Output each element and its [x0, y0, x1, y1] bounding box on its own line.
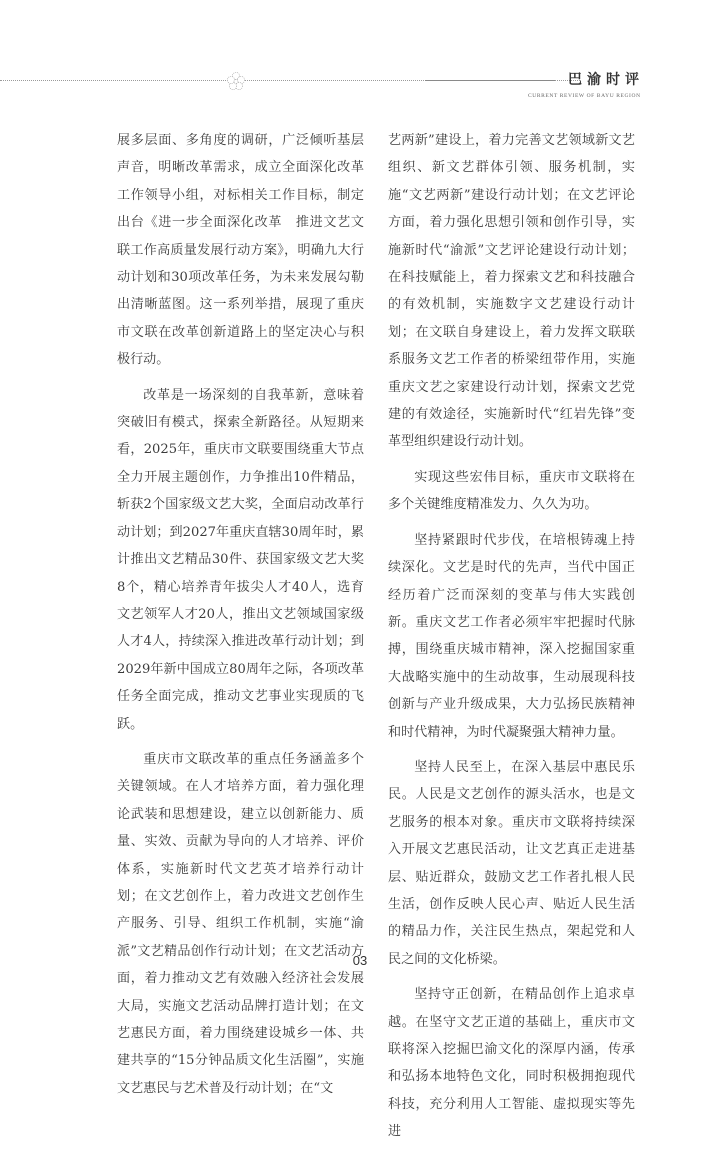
paragraph: 实现这些宏伟目标，重庆市文联将在多个关键维度精准发力、久久为功。	[388, 469, 635, 513]
right-text-column	[388, 127, 635, 1154]
header-solid-rule	[425, 80, 555, 81]
paragraph: 改革是一场深刻的自我革新，意味着突破旧有模式，探索全新路径。从短期来看，2025年，重庆市文联要围绕重大节点全力开展主题创作，力争推出10件精品，斩获2个国家级文艺大奖，全面启动改革行动计划；到2027年重庆直辖30周年时，累计推出文艺精品30件、获国家级文艺大奖8个，精心培养青年拔尖人才40人，选育文艺领军人才20人，推出文艺领域国家级人才4人，持续深入推进改革行动计划；到2029年新中国成立80周年之际，各项改革任务全面完成，推动文艺事业实现质的飞跃。	[117, 387, 364, 732]
paragraph: 坚持守正创新，在精品创作上追求卓越。在坚守文艺正道的基础上，重庆市文联将深入挖掘巴渝文化的深厚内涵，传承和弘扬本地特色文化，同时积极拥抱现代科技，充分利用人工智能、虚拟现实等先进	[388, 987, 635, 1140]
flower-ornament-icon	[226, 71, 246, 91]
paragraph: 艺两新”建设上，着力完善文艺领域新文艺组织、新文艺群体引领、服务机制，实施“文艺两新”建设行动计划；在文艺评论方面，着力强化思想引领和创作引导，实施新时代“渝派”文艺评论建设行动计划；在科技赋能上，着力探索文艺和科技融合的有效机制，实施数字文艺建设行动计划；在文联自身建设上，着力发挥文联联系服务文艺工作者的桥梁纽带作用，实施重庆文艺之家建设行动计划，探索文艺党建的有效途径，实施新时代“红岩先锋”变革型组织建设行动计划。	[388, 133, 635, 450]
publication-subtitle: CURRENT REVIEW OF BAYU REGION	[528, 93, 641, 99]
page-number: 03	[352, 953, 368, 968]
paragraph: 坚持人民至上，在深入基层中惠民乐民。人民是文艺创作的源头活水，也是文艺服务的根本对象。重庆市文联将持续深入开展文艺惠民活动，让文艺真正走进基层、贴近群众，鼓励文艺工作者扎根人民生活，创作反映人民心声、贴近人民生活的精品力作，关注民生热点，架起党和人民之间的文化桥梁。	[388, 759, 635, 967]
paragraph: 重庆市文联改革的重点任务涵盖多个关键领域。在人才培养方面，着力强化理论武装和思想建设，建立以创新能力、质量、实效、贡献为导向的人才培养、评价体系，实施新时代文艺英才培养行动计划；在文艺创作上，着力改进文艺创作生产服务、引导、组织工作机制，实施“渝派”文艺精品创作行动计划；在文艺活动方面，着力推动文艺有效融入经济社会发展大局，实施文艺活动品牌打造计划；在文艺惠民方面，着力围绕建设城乡一体、共建共享的“15分钟品质文化生活圈”，实施文艺惠民与艺术普及行动计划；在“文	[117, 751, 364, 1096]
publication-title: 巴渝时评	[568, 72, 644, 88]
paragraph: 展多层面、多角度的调研，广泛倾听基层声音，明晰改革需求，成立全面深化改革工作领导小组，对标相关工作目标，制定出台《进一步全面深化改革 推进文艺文联工作高质量发展行动方案》，明确九大行动计划和30项改革任务，为未来发展勾勒出清晰蓝图。这一系列举措，展现了重庆市文联在改革创新道路上的坚定决心与积极行动。	[117, 133, 364, 368]
paragraph: 坚持紧跟时代步伐，在培根铸魂上持续深化。文艺是时代的先声，当代中国正经历着广泛而深刻的变革与伟大实践创新。重庆文艺工作者必须牢牢把握时代脉搏，围绕重庆城市精神，深入挖掘国家重大战略实施中的生动故事，生动展现科技创新与产业升级成果，大力弘扬民族精神和时代精神，为时代凝聚强大精神力量。	[388, 532, 635, 740]
